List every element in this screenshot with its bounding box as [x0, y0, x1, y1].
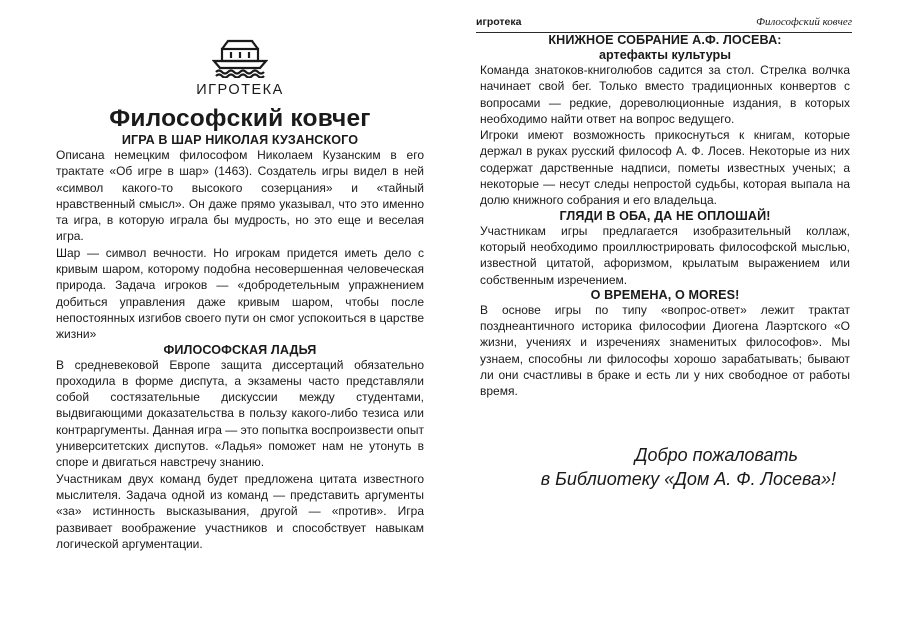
paragraph: Участникам игры предлагается изобразительный коллаж, который необходимо проиллюстрировать философской мыслью, известной цитатой, афоризмом, крылатым выражением или собственным изречением.	[480, 223, 850, 287]
right-page	[450, 0, 900, 636]
logo	[56, 36, 424, 78]
running-head-section: игротека	[476, 16, 522, 28]
paragraph: В средневековой Европе защита диссертаций обязательно проходила в форме диспута, а экзамены часто представляли собой состязательные дискуссии между студентами, выдвигающими доказательства в пользу какого-либо тезиса или контраргументы. Данная игра — это попытка воспроизвести опыт университетских диспутов. «Ладья» поможет нам не утонуть в споре и двигаться навстречу знанию.	[56, 357, 424, 470]
section-subheading: артефакты культуры	[599, 48, 731, 62]
page-title: Философский ковчег	[109, 105, 371, 132]
running-head	[476, 16, 852, 33]
paragraph: Описана немецким философом Николаем Кузанским в его трактате «Об игре в шар» (1463). Создатель игры видел в ней «символ какого-то высокого созерцания» и «тайный нравственный смысл». Он даже прямо указывал, что это именно та игра, в которую играла бы мудрость, но это еще и веселая игра.	[56, 148, 424, 244]
running-head-title: Философский ковчег	[756, 16, 852, 28]
paragraph: Игроки имеют возможность прикоснуться к книгам, которые держал в руках русский философ А. Ф. Лосев. Некоторые из них содержат дарственные надписи, пометы известных ученых; а некоторые — несут следы непростой судьбы, которая выпала на долю книжного собрания и его владельца.	[480, 128, 850, 208]
paragraph: Участникам двух команд будет предложена цитата известного мыслителя. Задача одной из команд — представить аргументы «за» истинность высказывания, другой — «против». Игра развивает воображение участников и способствует навыкам логической аргументации.	[56, 471, 424, 551]
welcome-line-1: Добро пожаловать	[634, 444, 798, 465]
paragraph: Команда знатоков-книголюбов садится за стол. Стрелка волчка начинает свой бег. Только вместо традиционных конвертов с вопросами — редкие, дореволюционные издания, в которых необходимо найти ответ на вопрос ведущего.	[480, 63, 850, 126]
section-heading-collage: ГЛЯДИ В ОБА, ДА НЕ ОПЛОШАЙ!	[559, 208, 771, 223]
paragraph: Шар — символ вечности. Но игрокам придется иметь дело с кривым шаром, которому подобна несовершенная человеческая природа. Задача игроков — «добродетельным упражнением добиться управления даже кривым шаром, чтобы после непостоянных изгибов своего пути он смог успокоиться в царстве жизни»	[56, 245, 424, 342]
welcome-message	[480, 443, 836, 491]
section-heading-ball-game: ИГРА В ШАР НИКОЛАЯ КУЗАНСКОГО	[121, 133, 359, 147]
section-heading-philosophical-boat: ФИЛОСОФСКАЯ ЛАДЬЯ	[163, 342, 317, 357]
section-heading-o-tempora: О ВРЕМЕНА, О MORES!	[590, 287, 740, 302]
ark-icon	[212, 36, 268, 78]
paragraph: В основе игры по типу «вопрос-ответ» лежит трактат позднеантичного историка философии Диогена Лаэртского «О жизни, учениях и изречениях знаменитых философов». Мы узнаем, способны ли философы хорошо зарабатывать; бывают ли они счастливы в браке и есть ли у них свободное от работы время.	[480, 302, 850, 399]
section-heading-losev-collection: КНИЖНОЕ СОБРАНИЕ А.Ф. ЛОСЕВА:	[548, 33, 782, 47]
section-kicker: ИГРОТЕКА	[196, 82, 284, 98]
welcome-line-2: в Библиотеку «Дом А. Ф. Лосева»!	[540, 468, 836, 489]
